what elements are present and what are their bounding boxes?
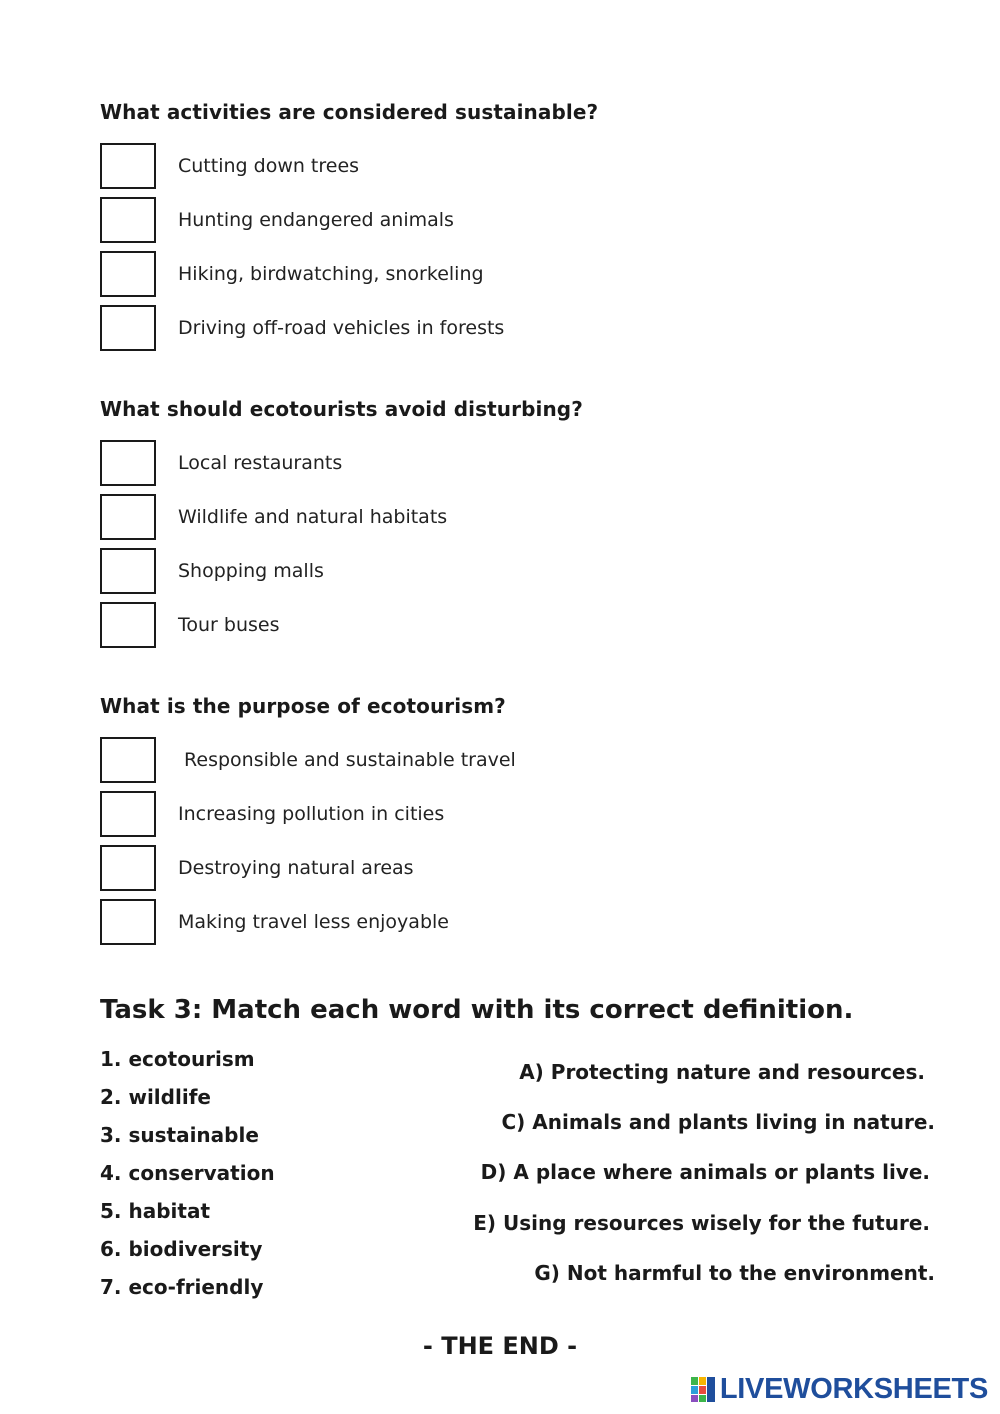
checkbox[interactable] (100, 305, 156, 351)
option-label: Shopping malls (178, 560, 324, 582)
match-definition: A) Protecting nature and resources. (519, 1060, 925, 1084)
match-definition: E) Using resources wisely for the future. (473, 1211, 930, 1235)
checkbox[interactable] (100, 791, 156, 837)
checkbox[interactable] (100, 494, 156, 540)
match-definition: G) Not harmful to the environment. (534, 1261, 935, 1285)
question-3-title: What is the purpose of ecotourism? (100, 694, 506, 718)
match-definition: C) Animals and plants living in nature. (501, 1110, 935, 1134)
checkbox[interactable] (100, 440, 156, 486)
the-end-text: - THE END - (422, 1332, 578, 1360)
option-label: Wildlife and natural habitats (178, 506, 448, 528)
option-label: Driving off-road vehicles in forests (178, 317, 505, 339)
question-2-title: What should ecotourists avoid disturbing? (100, 397, 583, 421)
option-label: Hunting endangered animals (178, 209, 454, 231)
option-label: Hiking, birdwatching, snorkeling (178, 263, 484, 285)
match-word: 6. biodiversity (100, 1237, 263, 1261)
checkbox[interactable] (100, 143, 156, 189)
checkbox[interactable] (100, 602, 156, 648)
question-1-title: What activities are considered sustainable? (100, 100, 599, 124)
match-word: 2. wildlife (100, 1085, 211, 1109)
match-word: 5. habitat (100, 1199, 210, 1223)
checkbox[interactable] (100, 899, 156, 945)
option-label: Responsible and sustainable travel (178, 749, 516, 771)
checkbox[interactable] (100, 548, 156, 594)
checkbox[interactable] (100, 737, 156, 783)
match-word: 3. sustainable (100, 1123, 259, 1147)
brand-text: LIVEWORKSHEETS (719, 1372, 988, 1405)
match-word: 7. eco-friendly (100, 1275, 264, 1299)
task-3-title: Task 3: Match each word with its correct definition. (100, 995, 854, 1025)
option-label: Tour buses (178, 614, 280, 636)
option-label: Destroying natural areas (178, 857, 414, 879)
option-label: Cutting down trees (178, 155, 360, 177)
option-label: Local restaurants (178, 452, 343, 474)
checkbox[interactable] (100, 845, 156, 891)
checkbox[interactable] (100, 197, 156, 243)
match-definition: D) A place where animals or plants live. (480, 1160, 930, 1184)
checkbox[interactable] (100, 251, 156, 297)
option-label: Increasing pollution in cities (178, 803, 445, 825)
match-word: 4. conservation (100, 1161, 275, 1185)
liveworksheets-logo-icon (690, 1375, 716, 1403)
option-label: Making travel less enjoyable (178, 911, 449, 933)
liveworksheets-brand (690, 1372, 988, 1406)
match-word: 1. ecotourism (100, 1047, 255, 1071)
